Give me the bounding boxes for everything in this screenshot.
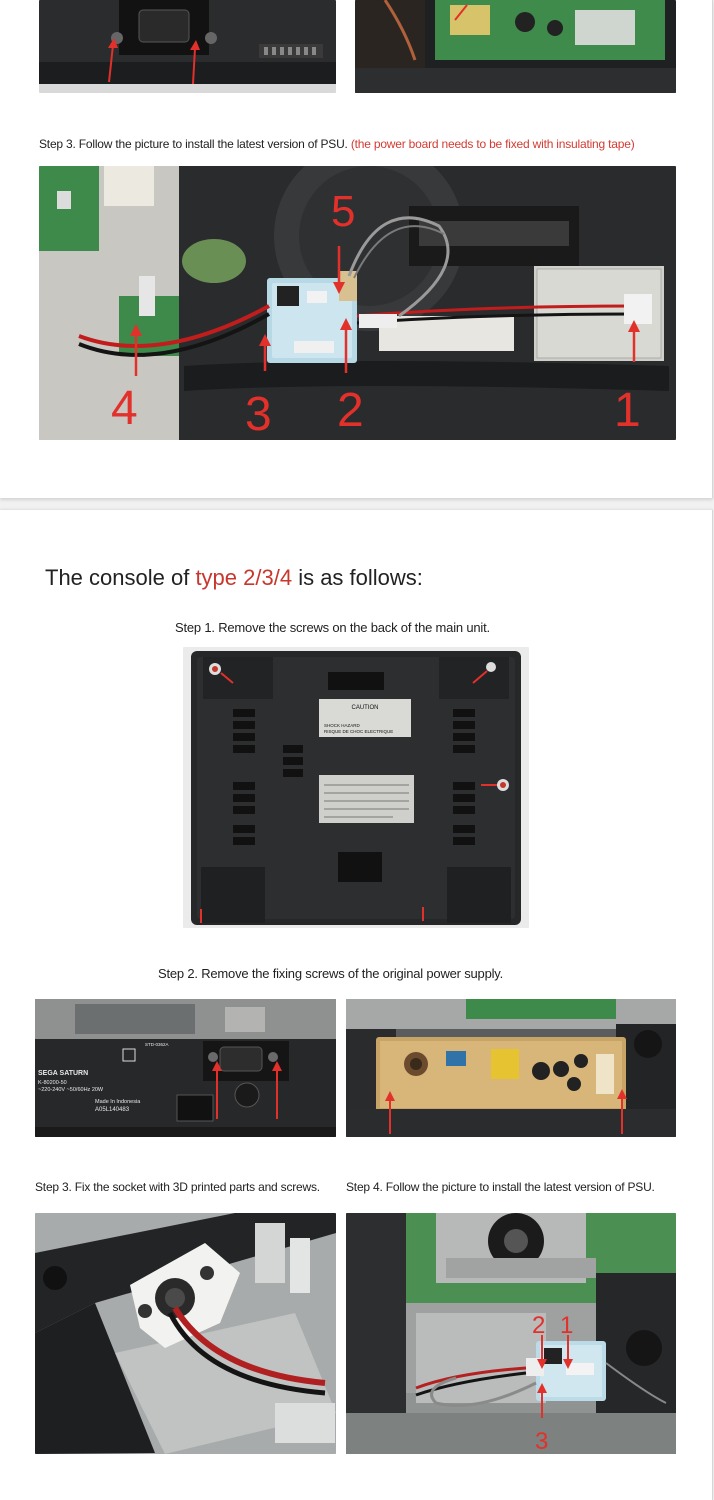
step3-caption-text: Step 3. Follow the picture to install the latest version of PSU. xyxy=(39,137,348,151)
step3b-caption: Step 3. Fix the socket with 3D printed parts and screws. xyxy=(35,1180,320,1194)
label-5: 5 xyxy=(331,187,356,236)
photo-3d-printed-socket xyxy=(35,1213,336,1454)
photo-rear-socket-top xyxy=(39,0,336,93)
photo-original-psu-top xyxy=(355,0,676,93)
label-3: 3 xyxy=(245,388,272,440)
section-heading xyxy=(45,565,423,591)
back-label-caution: CAUTION xyxy=(351,705,379,711)
label-1: 1 xyxy=(614,384,641,437)
rear-code: STD-0362A xyxy=(145,1042,169,1047)
document-page-1 xyxy=(0,0,713,498)
photo-psu-install-type234 xyxy=(346,1213,676,1454)
label-2: 2 xyxy=(532,1312,546,1339)
label-1: 1 xyxy=(560,1312,574,1339)
step4-caption: Step 4. Follow the picture to install the latest version of PSU. xyxy=(346,1180,655,1194)
step1-caption: Step 1. Remove the screws on the back of the main unit. xyxy=(175,620,490,635)
back-label-risque: RISQUE DE CHOC ELECTRIQUE xyxy=(324,729,394,734)
rear-made: Made In Indonesia xyxy=(95,1099,141,1105)
step3-caption-note: (the power board needs to be fixed with insulating tape) xyxy=(350,137,635,151)
back-label-shock: SHOCK HAZARD xyxy=(324,723,360,728)
photo-original-psu xyxy=(346,999,676,1137)
label-4: 4 xyxy=(111,382,138,435)
step3-caption xyxy=(39,137,635,151)
heading-suffix: is as follows: xyxy=(292,565,423,590)
photo-rear-socket xyxy=(35,999,336,1137)
rear-voltage: ~220-240V ~50/60Hz 20W xyxy=(38,1087,104,1093)
photo-psu-install-type1 xyxy=(39,166,676,440)
photo-console-back xyxy=(183,647,529,928)
label-2: 2 xyxy=(337,384,364,437)
heading-highlight: type 2/3/4 xyxy=(195,565,293,590)
rear-serial: A05L140483 xyxy=(95,1107,130,1113)
rear-model: K-80200-50 xyxy=(38,1080,67,1086)
heading-prefix: The console of xyxy=(45,565,196,590)
step2-caption: Step 2. Remove the fixing screws of the original power supply. xyxy=(158,966,504,981)
rear-brand: SEGA SATURN xyxy=(38,1070,89,1077)
label-3: 3 xyxy=(535,1428,549,1454)
